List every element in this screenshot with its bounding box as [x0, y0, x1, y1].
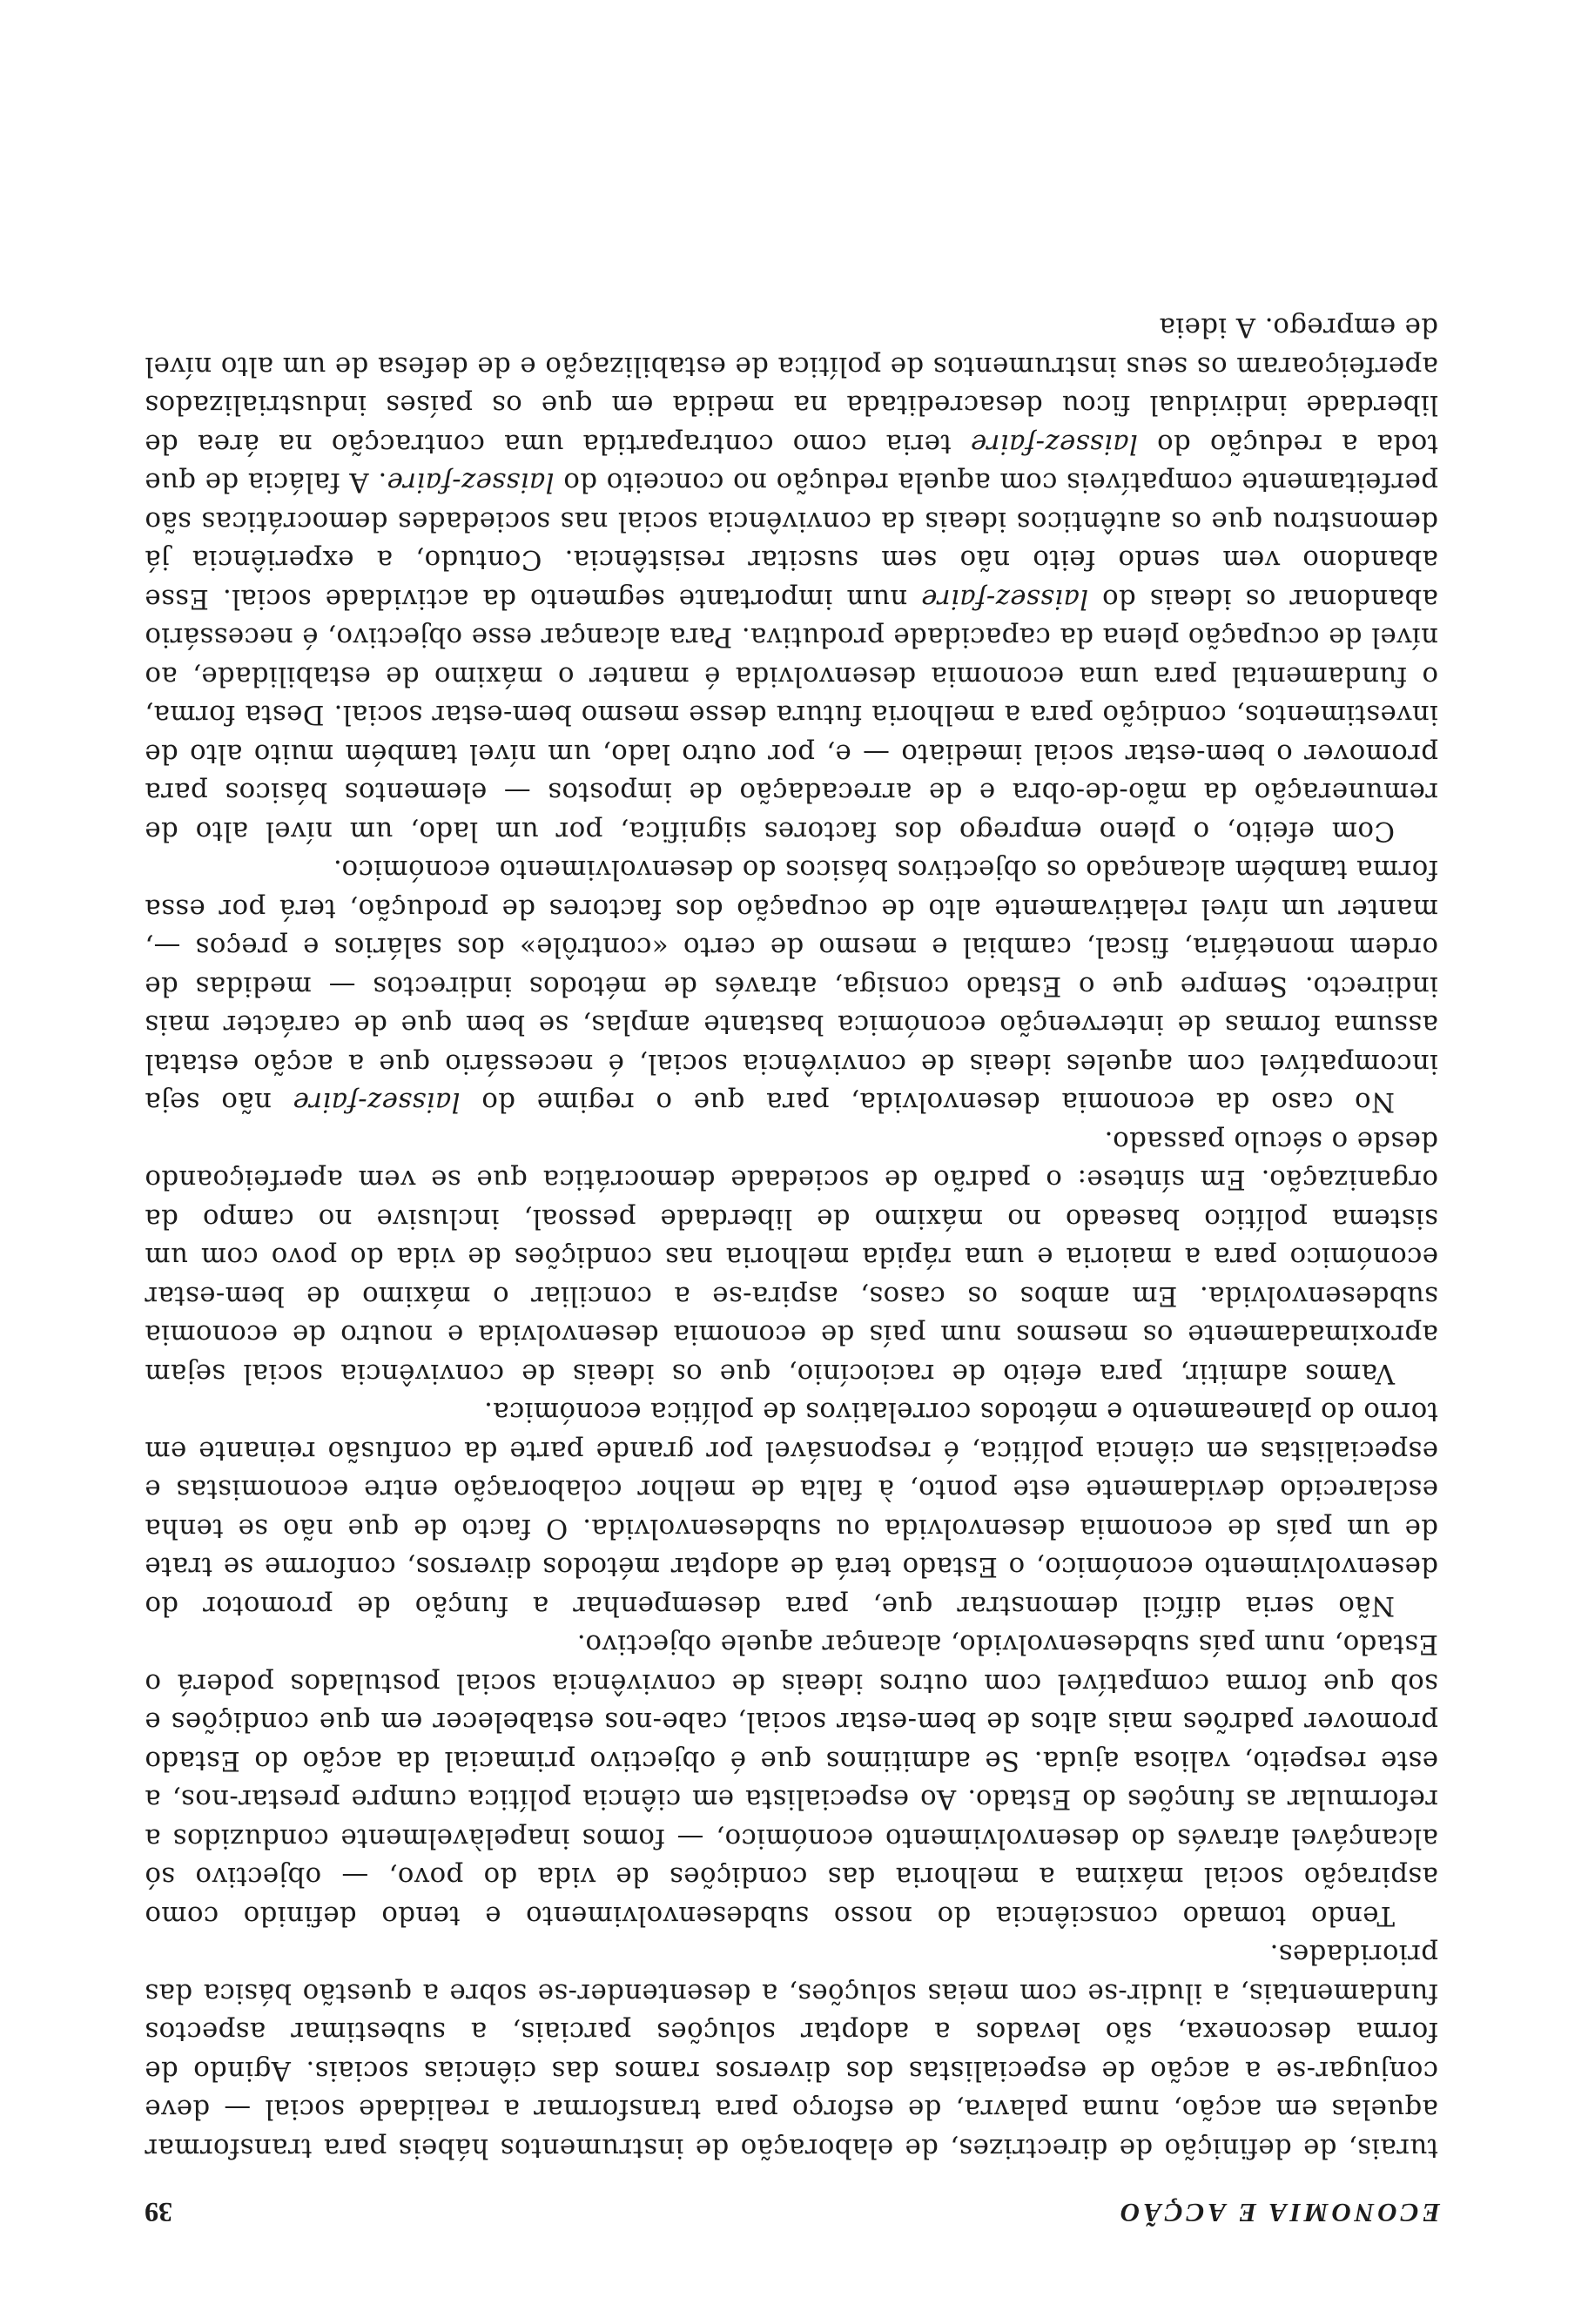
italic-term: laissez-faire: [293, 1086, 461, 1118]
text-run: Vamos admitir, para efeito de raciocínio, que os ideais de convivência social sejam aproximadamente os mesmos num país de economia desenvolvida e noutro de economia subdesenvolvida. Em ambos os casos, aspira-se a conciliar o máximo de bem-estar económico para a maioria e uma rápida melhoria nas condições de vida do povo com um sistema político baseado no máximo de liberdade pessoal, inclusive no campo da organização. Em síntese: o padrão de sociedade democrática que se vem aperfeiçoando desde o século passado.: [145, 1125, 1438, 1389]
text-run: Tendo tomado consciência do nosso subdesenvolvimento e tendo definido como aspiração social máxima a melhoria das condições de vida do povo, — objectivo só alcançável através do desenvolvimento económico, — fomos inapelàvelmente conduzidos a reformular as funções do Estado. Ao especialista em ciência política cumpre prestar-nos, a este respeito, valiosa ajuda. Se admitimos que é objectivo primacial da acção do Estado promover padrões mais altos de bem-estar social, cabe-nos estabelecer em que condições e sob que forma compatível com outros ideais de convivência social postulados poderá o Estado, num país subdesenvolvido, alcançar aquele objectivo.: [145, 1629, 1438, 1931]
text-run: turais, de definição de directrizes, de elaboração de instrumentos hábeis para transformar aquelas em acção, numa palavra, de esforço para transformar a realidade social — deve conjugar-se a acção de especialistas dos diversos ramos das ciências sociais. Agindo de forma desconexa, são levados a adoptar soluções parciais, a subestimar aspectos fundamentais, a iludir-se com meias soluções, a desentender-se sobre a questão básica das prioridades.: [145, 1938, 1438, 2164]
italic-term: laissez-faire: [920, 583, 1089, 615]
italic-term: laissez-faire: [387, 467, 555, 499]
text-run: num importante segmento da actividade social. Esse abandono vem sendo feito não sem suscitar resistência. Contudo, a experiência já demonstrou que os autênticos ideais da convivência social nas sociedades democráticas são perfeitamente compatíveis com aquela redução no conceito do: [145, 467, 1438, 615]
paragraph: [145, 1625, 1438, 1935]
text-run: . A falácia de que toda a redução do: [145, 428, 1438, 499]
paragraph: [145, 308, 1438, 850]
text-run: teria como contrapartida uma contracção na área de liberdade individual ficou desacreditada na medida em que os países industrializados aperfeiçoaram os seus instrumentos de política de estabilização e de defesa de um alto nível de emprego. A ideia: [145, 312, 1438, 460]
running-header: [145, 2185, 1440, 2228]
paragraph: [145, 1393, 1438, 1625]
paragraph: [145, 1122, 1438, 1394]
text-run: não seja incompatível com aqueles ideais de convivência social, é necessário que a acção estatal assuma formas de intervenção económica bastante amplas, se bem que de carácter mais indirecto. Sempre que o Estado consiga, através de métodos indirectos — medidas de ordem monetária, fiscal, cambial e mesmo de certo «contrôle» dos salários e preços —, manter um nível relativamente alto de ocupação dos factores de produção, terá por essa forma também alcançado os objectivos básicos do desenvolvimento económico.: [145, 854, 1438, 1118]
text-run: Com efeito, o pleno emprego dos factores significa, por um lado, um nível alto de remuneração da mão-de-obra e de arrecadação de impostos — elementos básicos para promover o bem-estar social imediato — e, por outro lado, um nível também muito alto de investimentos, condição para a melhoria futura desse mesmo bem-estar social. Desta forma, o fundamental para uma economia desenvolvida é manter o máximo de estabilidade, ao nível de ocupação plena da capacidade produtiva. Para alcançar esse objectivo, é necessário abandonar os ideais do: [145, 583, 1438, 847]
text-run: No caso da economia desenvolvida, para que o regime do: [460, 1086, 1395, 1118]
body-text: [145, 308, 1438, 2167]
paragraph: [145, 850, 1438, 1122]
text-run: Não seria difícil demonstrar que, para desempenhar a função de promotor do desenvolvimento económico, o Estado terá de adoptar métodos diversos, conforme se trate de um país de economia desenvolvida ou subdesenvolvida. O facto de que não se tenha esclarecido devidamente este ponto, à falta de melhor colaboração entre economistas e especialistas em ciência política, é responsável por grande parte da confusão reinante em torno do planeamento e métodos correlativos de política económica.: [145, 1396, 1438, 1622]
italic-term: laissez-faire: [970, 428, 1138, 460]
page-number: 39: [145, 2197, 172, 2228]
paragraph: [145, 1935, 1438, 2167]
running-title: ECONOMIA E ACÇÃO: [1116, 2198, 1440, 2228]
